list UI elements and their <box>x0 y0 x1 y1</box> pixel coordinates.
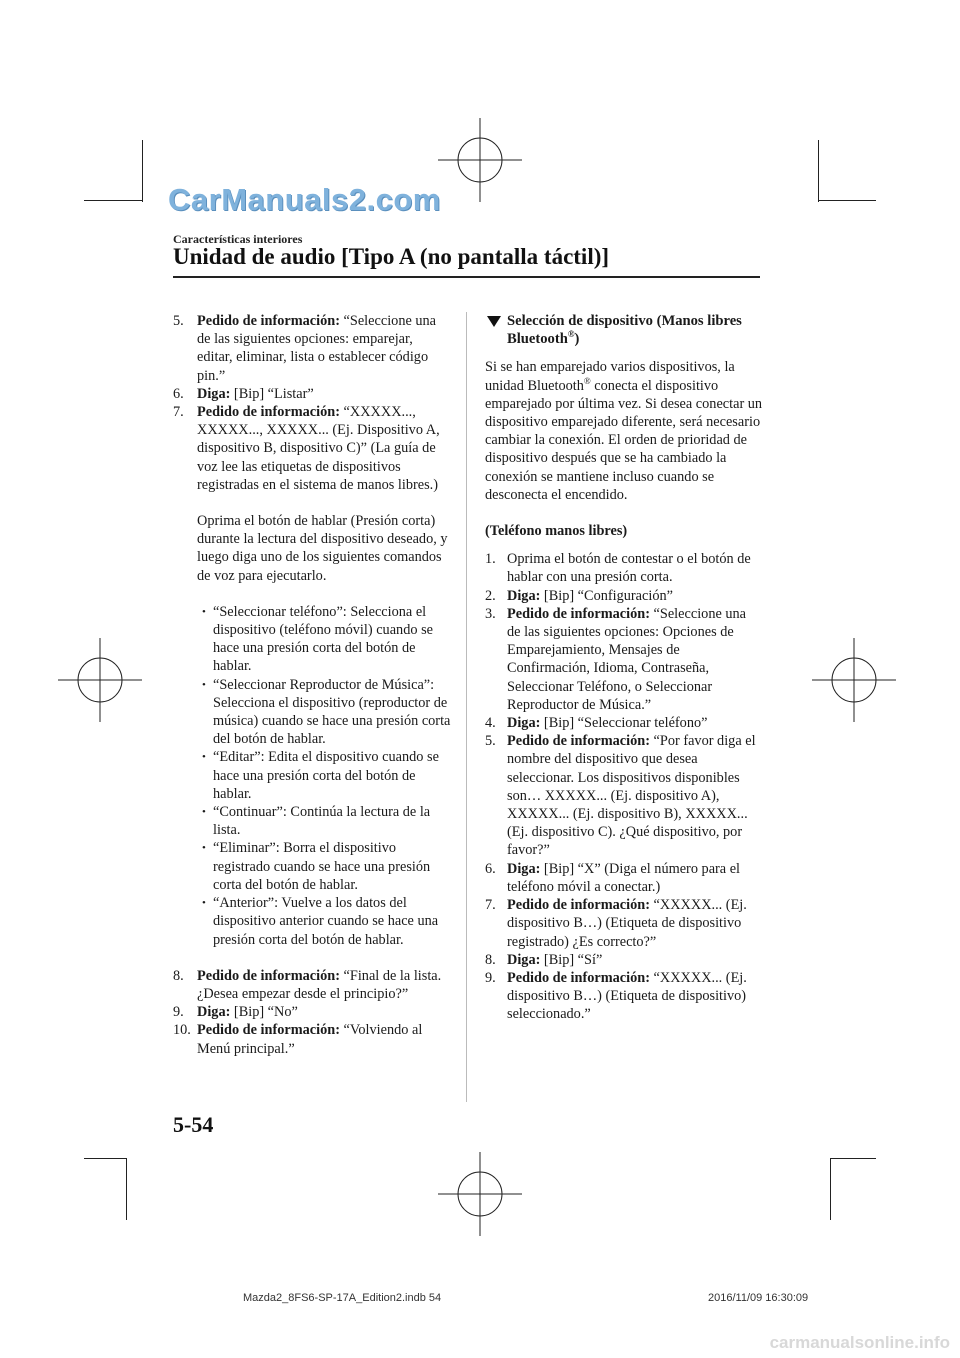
section-label: Características interiores <box>173 232 303 246</box>
list-item: 7. Pedido de información: “XXXXX..., XXXXX..., XXXXX... (Ej. Dispositivo A, dispositivo B, dispositivo C)” (La guía de voz lee las etiquetas de dispositivos registradas en el sistema de manos libres.) <box>173 404 440 493</box>
list-item: 8. Diga: [Bip] “Sí” <box>485 951 603 968</box>
list-item: 8. Pedido de información: “Final de la lista. ¿Desea empezar desde el principio?” <box>173 967 442 1002</box>
bullet-item: • “Anterior”: Vuelve a los datos del dispositivo anterior cuando se hace una presión corta del botón de hablar. <box>202 895 439 948</box>
page-number: 5-54 <box>173 1112 214 1137</box>
bullet-item: • “Eliminar”: Borra el dispositivo registrado cuando se hace una presión corta del botón de hablar. <box>202 840 431 893</box>
list-item: 9. Diga: [Bip] “No” <box>173 1004 298 1021</box>
list-item: 10. Pedido de información: “Volviendo al Menú principal.” <box>173 1022 423 1057</box>
crop-mark <box>830 1158 876 1159</box>
right-column <box>485 312 763 1024</box>
list-item: 1. Oprima el botón de contestar o el botón de hablar con una presión corta. <box>485 551 751 586</box>
list-item: 9. Pedido de información: “XXXXX... (Ej. dispositivo B…) (Etiqueta de dispositivo) seleccionado.” <box>485 969 747 1023</box>
crop-mark <box>84 200 142 201</box>
list-item: 3. Pedido de información: “Seleccione una de las siguientes opciones: Opciones de Emparejamiento, Mensajes de Confirmación, Idioma, Contraseña, Seleccionar Teléfono, o Seleccionar Reproductor de Música.” <box>485 605 747 713</box>
list-item: 6. Diga: [Bip] “X” (Diga el número para el teléfono móvil a conectar.) <box>485 860 741 895</box>
list-item: 4. Diga: [Bip] “Seleccionar teléfono” <box>485 715 708 732</box>
registration-mark-right <box>812 638 896 722</box>
column-divider <box>466 312 467 1102</box>
footer-date: 2016/11/09 16:30:09 <box>708 1292 809 1304</box>
paragraph: Oprima el botón de hablar (Presión corta) durante la lectura del dispositivo deseado, y luego diga uno de los siguientes comandos de voz para ejecutarlo. <box>197 513 448 584</box>
list-item: 5. Pedido de información: “Por favor diga el nombre del dispositivo que desea seleccionar. Los dispositivos disponibles son… XXXXX... (Ej. dispositivo A), XXXXX... (Ej. dispositivo B), XXXXX... (Ej. dispositivo C). ¿Qué dispositivo, por favor?” <box>485 733 756 859</box>
crop-mark <box>84 1158 126 1159</box>
crop-mark <box>142 140 143 202</box>
list-item: 7. Pedido de información: “XXXXX... (Ej. dispositivo B…) (Etiqueta de dispositivo registrado) ¿Es correcto?” <box>485 897 747 950</box>
registration-mark-bottom <box>438 1152 522 1236</box>
bullet-item: • “Continuar”: Continúa la lectura de la lista. <box>202 804 431 839</box>
registration-mark-top <box>438 118 522 202</box>
list-item: 2. Diga: [Bip] “Configuración” <box>485 587 673 604</box>
footer-file: Mazda2_8FS6-SP-17A_Edition2.indb 54 <box>243 1292 442 1304</box>
left-column <box>173 312 451 1058</box>
watermark-logo: CarManuals2.com <box>168 182 441 217</box>
triangle-icon <box>487 316 501 327</box>
bullet-item: • “Seleccionar Reproductor de Música”: Selecciona el dispositivo (reproductor de música) cuando se hace una presión corta del botón de hablar. <box>202 676 451 748</box>
section-heading: Selección de dispositivo (Manos libres Bluetooth®) <box>485 312 763 348</box>
list-item: 5. Pedido de información: “Seleccione una de las siguientes opciones: emparejar, editar, eliminar, lista o establecer código pin.” <box>173 313 437 384</box>
subheading: (Teléfono manos libres) <box>485 523 628 540</box>
page-title: Unidad de audio [Tipo A (no pantalla táctil)] <box>173 244 610 269</box>
crop-mark <box>830 1158 831 1220</box>
title-divider <box>173 276 760 278</box>
bullet-list <box>173 603 451 949</box>
registration-mark-left <box>58 638 142 722</box>
bullet-item: • “Seleccionar teléfono”: Selecciona el dispositivo (teléfono móvil) cuando se hace una presión corta del botón de hablar. <box>202 603 433 675</box>
list-item: 6. Diga: [Bip] “Listar” <box>173 385 314 402</box>
crop-mark <box>126 1158 127 1220</box>
site-watermark: carmanualsonline.info <box>769 1333 950 1352</box>
bullet-item: • “Editar”: Edita el dispositivo cuando se hace una presión corta del botón de hablar. <box>202 749 439 802</box>
intro-paragraph: Si se han emparejado varios dispositivos, la unidad Bluetooth® conecta el dispositivo emparejado por última vez. Si desea conectar un dispositivo emparejado diferente, será necesario cambiar la conexión. El orden de prioridad de dispositivo después que se ha cambiado la conexión se mantiene incluso cuando se desconecta el encendido. <box>485 359 763 503</box>
crop-mark <box>818 140 819 202</box>
crop-mark <box>818 200 876 201</box>
